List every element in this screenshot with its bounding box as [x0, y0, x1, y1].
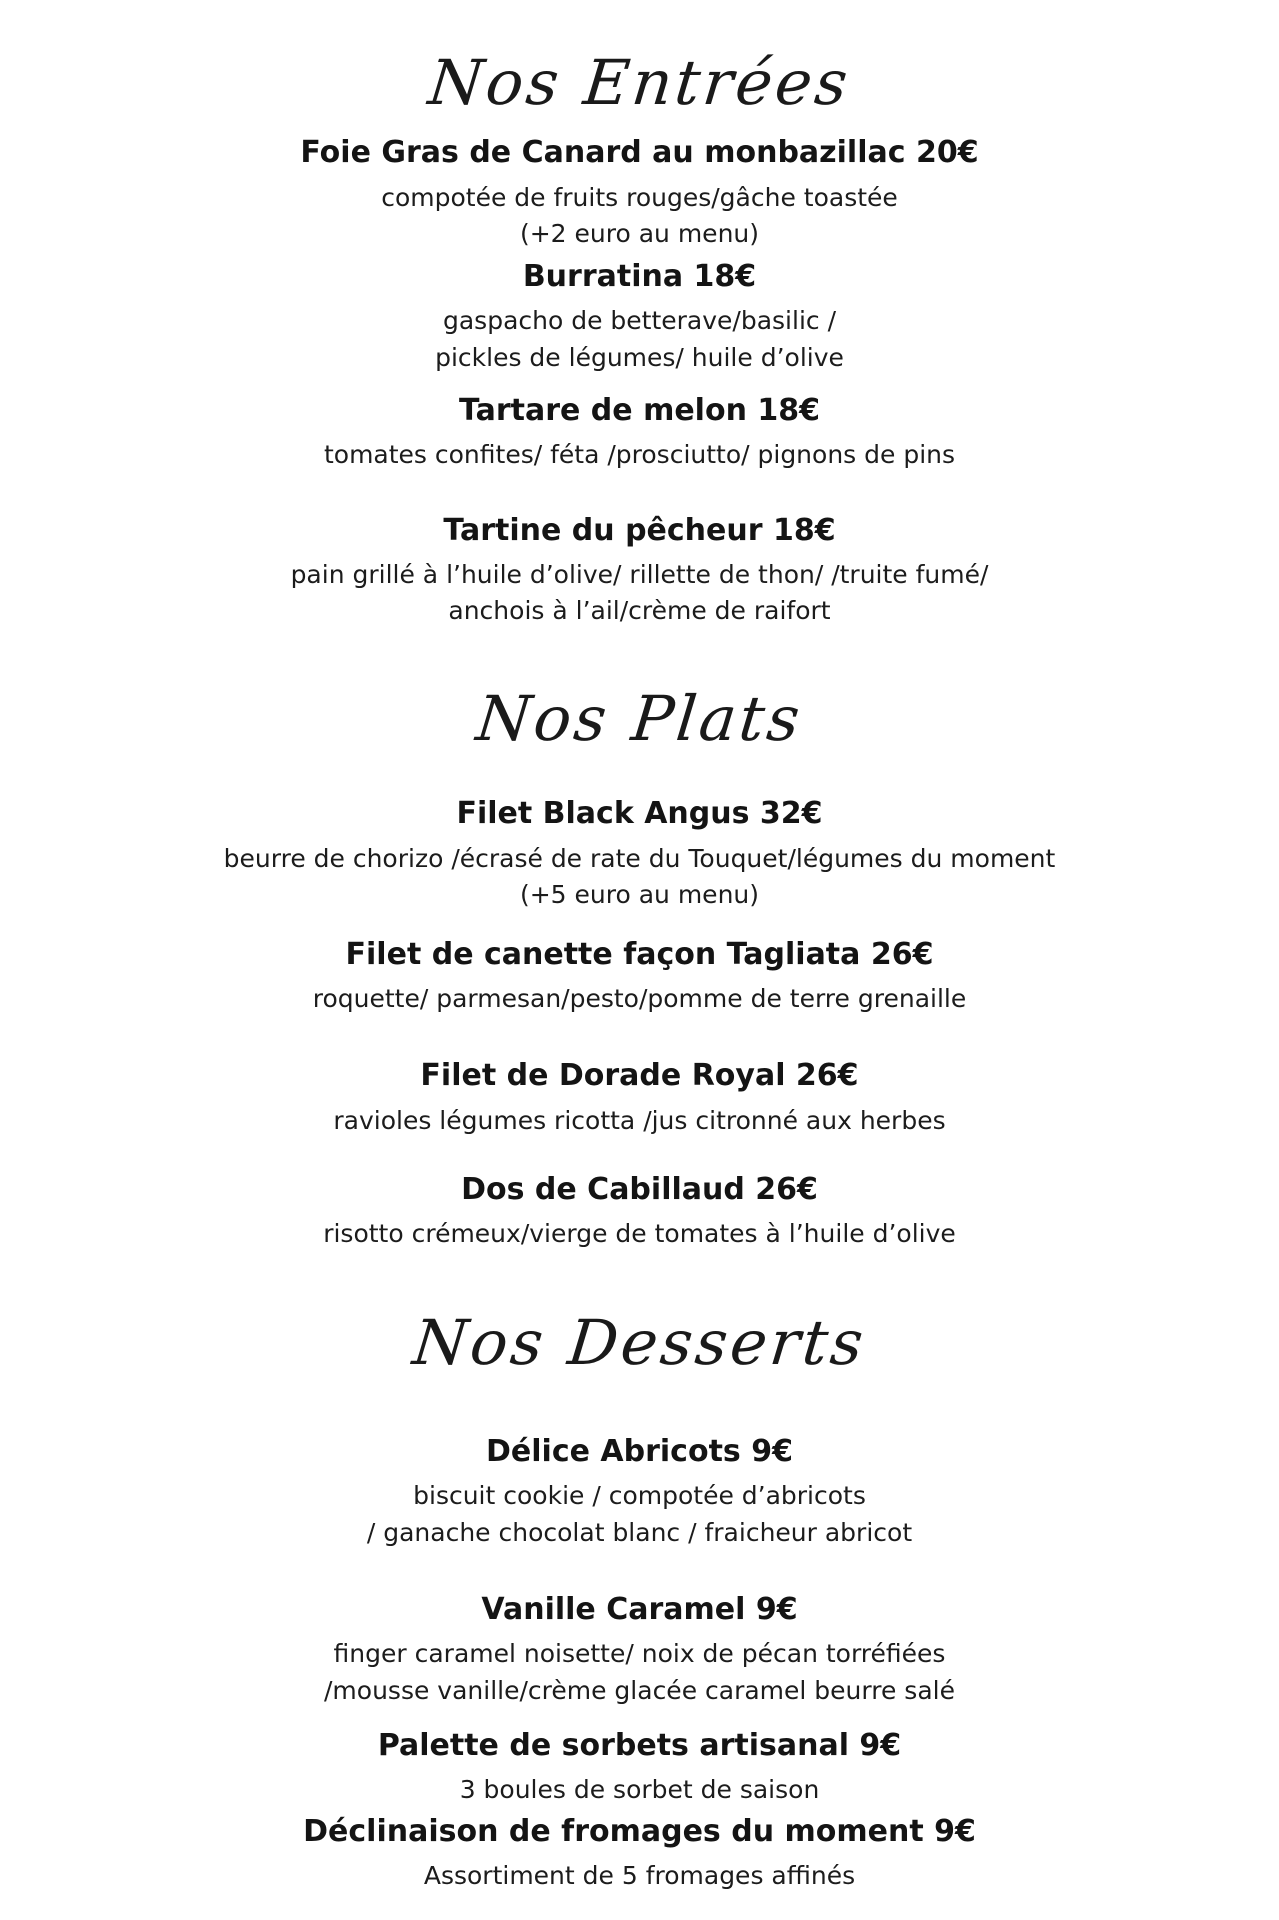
dish-name: Vanille Caramel 9€: [481, 1592, 798, 1627]
dish-description: (+2 euro au menu): [519, 219, 760, 248]
dish-name: Délice Abricots 9€: [486, 1434, 793, 1469]
dish-name: Burratina 18€: [522, 259, 757, 294]
section-title-entrees: Nos Entrées: [425, 46, 854, 119]
dish-name: Tartine du pêcheur 18€: [443, 513, 836, 548]
dish-description: ravioles légumes ricotta /jus citronné aux herbes: [333, 1106, 946, 1135]
dish-name: Filet Black Angus 32€: [456, 796, 823, 831]
dish-description: /mousse vanille/crème glacée caramel beurre salé: [324, 1676, 955, 1705]
dish-description: (+5 euro au menu): [519, 880, 760, 909]
dish-description: roquette/ parmesan/pesto/pomme de terre grenaille: [312, 984, 967, 1013]
dish-name: Filet de Dorade Royal 26€: [420, 1058, 859, 1093]
dish-description: pickles de légumes/ huile d’olive: [435, 343, 844, 372]
dish-description: tomates confites/ féta /prosciutto/ pignons de pins: [323, 440, 956, 469]
dish-description: beurre de chorizo /écrasé de rate du Touquet/légumes du moment: [223, 844, 1056, 873]
dish-description: risotto crémeux/vierge de tomates à l’huile d’olive: [323, 1219, 956, 1248]
dish-description: 3 boules de sorbet de saison: [459, 1775, 820, 1804]
dish-name: Foie Gras de Canard au monbazillac 20€: [300, 135, 979, 170]
dish-name: Dos de Cabillaud 26€: [461, 1172, 818, 1207]
dish-description: / ganache chocolat blanc / fraicheur abricot: [366, 1518, 913, 1547]
dish-name: Palette de sorbets artisanal 9€: [377, 1728, 902, 1763]
dish-description: anchois à l’ail/crème de raifort: [448, 596, 831, 625]
section-title-plats: Nos Plats: [473, 682, 807, 755]
dish-description: biscuit cookie / compotée d’abricots: [413, 1481, 866, 1510]
dish-name: Tartare de melon 18€: [459, 393, 820, 428]
dish-name: Filet de canette façon Tagliata 26€: [345, 937, 934, 972]
dish-description: pain grillé à l’huile d’olive/ rillette de thon/ /truite fumé/: [290, 560, 989, 589]
section-title-desserts: Nos Desserts: [409, 1306, 870, 1379]
dish-description: compotée de fruits rouges/gâche toastée: [381, 183, 898, 212]
dish-description: gaspacho de betterave/basilic /: [442, 306, 837, 335]
dish-name: Déclinaison de fromages du moment 9€: [303, 1814, 976, 1849]
dish-description: Assortiment de 5 fromages affinés: [423, 1861, 856, 1890]
dish-description: finger caramel noisette/ noix de pécan torréfiées: [333, 1639, 946, 1668]
